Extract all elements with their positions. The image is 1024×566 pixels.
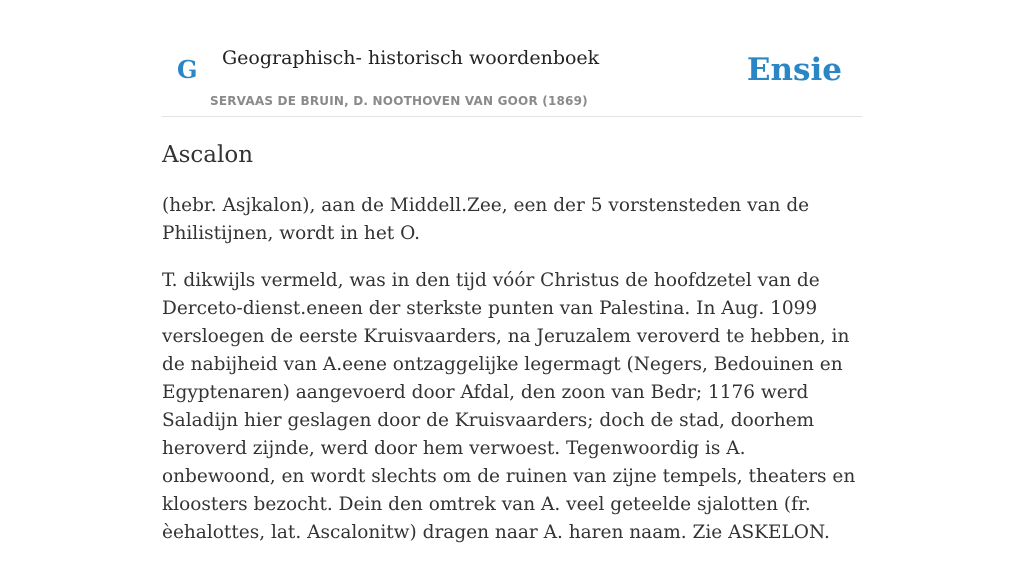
book-logo[interactable]: G [177,55,198,84]
entry-paragraph: T. dikwijls vermeld, was in den tijd vóór Christus de hoofdzetel van de Derceto-dienst.eneen der sterkste punten van Palestina. In Aug. 1099 versloegen de eerste Kruisvaarders, na Jeruzalem veroverd te hebben, in de nabijheid van A.eene ontzaggelijke legermagt (Negers, Bedouinen en Egyptenaren) aangevoerd door Afdal, den zoon van Bedr; 1176 werd Saladijn hier geslagen door de Kruisvaarders; doch de stad, doorhem heroverd zijnde, werd door hem verwoest. Tegenwoordig is A. onbewoond, en wordt slechts om de ruinen van zijne tempels, theaters en kloosters bezocht. Dein den omtrek van A. veel geteelde sjalotten (fr. èehalottes, lat. Ascalonitw) dragen naar A. haren naam. Zie ASKELON. [162,270,856,543]
page-header [162,0,862,117]
book-title-link[interactable]: Geographisch- historisch woordenboek [222,47,600,69]
book-authors: SERVAAS DE BRUIN, D. NOOTHOVEN VAN GOOR (1869) [210,94,588,108]
ensie-logo[interactable]: Ensie [746,52,842,88]
entry-content [162,192,862,566]
entry-paragraph: (hebr. Asjkalon), aan de Middell.Zee, een der 5 vorstensteden van de Philistijnen, wordt in het O. [162,195,810,244]
entry-title: Ascalon [162,142,254,168]
